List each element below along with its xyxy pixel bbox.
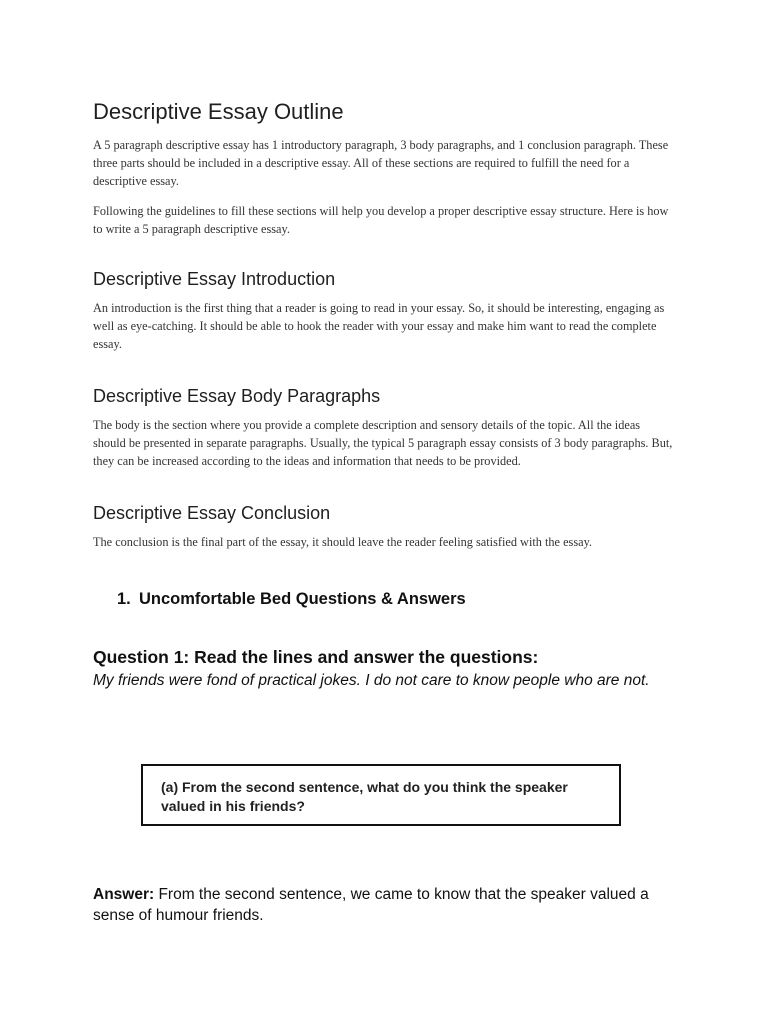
section-body-body-paragraphs: The body is the section where you provide a complete description and sensory details of the topic. All the ideas should be presented in separate paragraphs. Usually, the typical 5 paragraph essay consists of 3 body paragraphs. But, they can be increased according to the ideas and information that needs to be provided. [93,418,673,468]
question-box [141,764,621,826]
intro-paragraph: A 5 paragraph descriptive essay has 1 introductory paragraph, 3 body paragraphs, and 1 conclusion paragraph. These three parts should be included in a descriptive essay. All of these sections are required to fulfill the need for a descriptive essay. [93,138,669,188]
question-box-text: (a) From the second sentence, what do you think the speaker valued in his friends? [161,779,568,814]
question-quote: My friends were fond of practical jokes. I do not care to know people who are not. [93,672,650,689]
section-heading-introduction: Descriptive Essay Introduction [93,269,336,289]
question-heading: Question 1: Read the lines and answer the questions: [93,647,539,667]
answer-paragraph [93,884,683,926]
answer-label: Answer: [93,886,155,903]
numbered-heading-number: 1. [117,590,131,608]
section-heading-body-paragraphs: Descriptive Essay Body Paragraphs [93,386,381,406]
numbered-heading [117,590,466,609]
section-body-introduction: An introduction is the first thing that a reader is going to read in your essay. So, it should be interesting, engaging as well as eye-catching. It should be able to hook the reader with your essay and make him want to read the complete essay. [93,301,665,351]
answer-text: From the second sentence, we came to know that the speaker valued a sense of humour friends. [93,886,649,924]
intro-paragraph: Following the guidelines to fill these sections will help you develop a proper descriptive essay structure. Here is how to write a 5 paragraph descriptive essay. [93,204,669,236]
section-body-conclusion: The conclusion is the final part of the essay, it should leave the reader feeling satisfied with the essay. [93,535,593,549]
numbered-heading-text: Uncomfortable Bed Questions & Answers [139,590,466,608]
page-title: Descriptive Essay Outline [93,99,344,124]
section-heading-conclusion: Descriptive Essay Conclusion [93,503,331,523]
